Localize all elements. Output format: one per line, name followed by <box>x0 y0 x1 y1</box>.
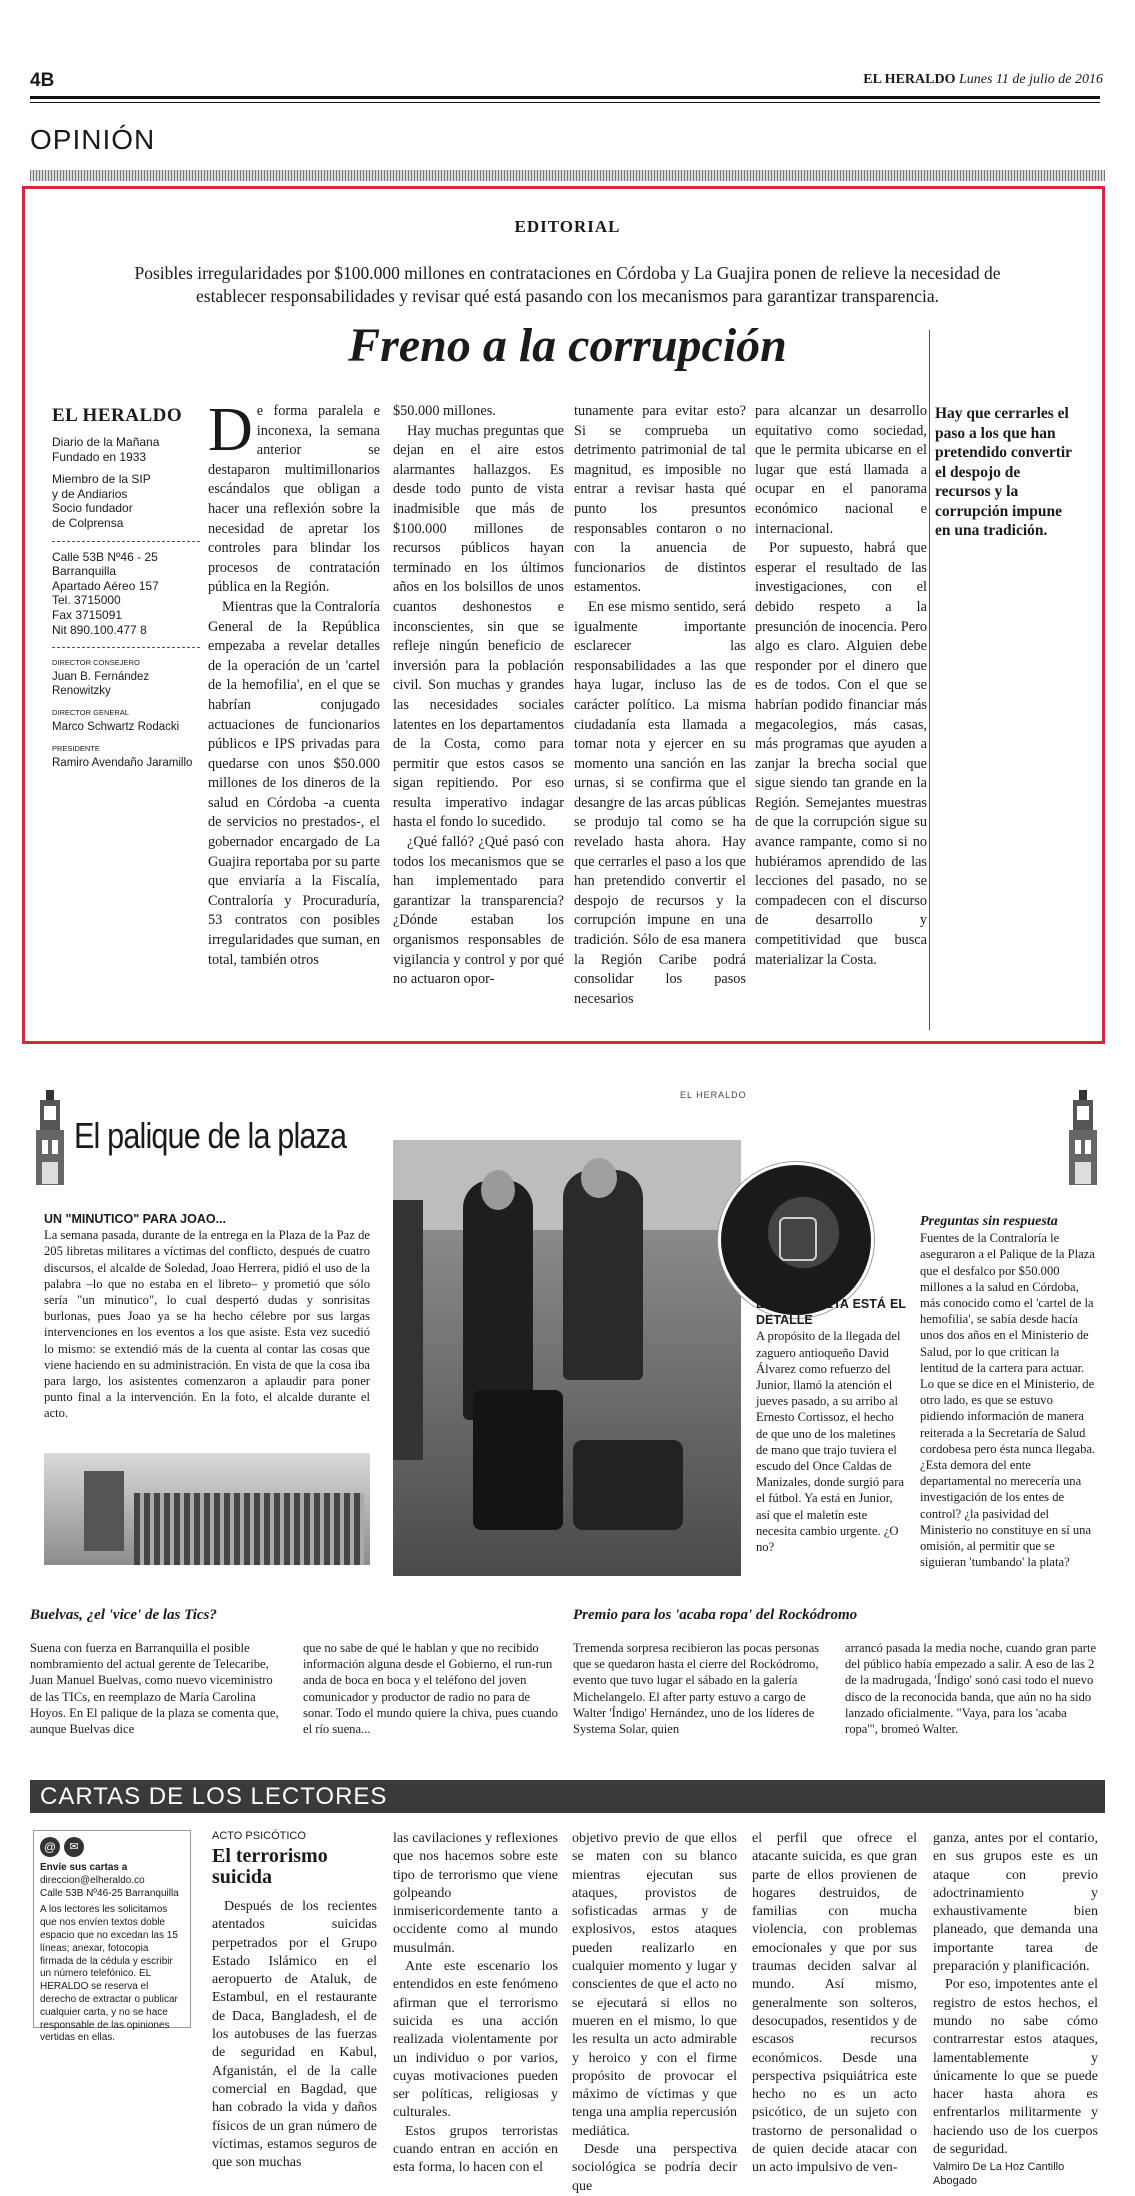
editorial-paragraph: tunamente para evitar esto? Si se comprueba un detrimento patrimonial de tal magnitud, es imposible no entrar a revisar hasta qué punto los presuntos responsables contaron o no con la anuencia de funcionarios de distintos estamentos. <box>574 403 746 596</box>
masthead-box <box>52 405 200 770</box>
info-email[interactable]: direccion@elheraldo.co <box>40 1874 145 1886</box>
editorial-paragraph: En ese mismo sentido, será igualmente importante esclarecer las responsabilidades a las que haya lugar, incluso las de carácter político. La misma ciudadanía esta llamada a tomar nota y ejercer en su momento una sanción en las urnas, si se confirma que el desangre de las arcas públicas se produjo tal como se ha revelado hasta ahora. Hay que cerrarles el paso a los que han pretendido convertir el despojo de recursos y la corrupción impune en una tradición. Sólo de esa manera la Región Caribe podrá consolidar los pasos necesarios <box>574 598 746 1007</box>
address-line: Calle 53B Nº46 - 25 <box>52 549 158 564</box>
staff-name: Marco Schwartz Rodacki <box>52 721 180 734</box>
drop-cap: D <box>208 396 253 464</box>
editorial-kicker: EDITORIAL <box>514 217 621 236</box>
premio-col-1: Tremenda sorpresa recibieron las pocas personas que se quedaron hasta el cierre del Rockódromo, evento que tuvo lugar el sábado en la galería Michelangelo. El after party estuvo a cargo de Walter 'Índigo' Hernández, uno de los líderes de Systema Solar, quien <box>573 1641 820 1737</box>
address-line: Barranquilla <box>52 564 117 579</box>
cathedral-icon <box>1063 1090 1103 1185</box>
cathedral-icon <box>30 1090 70 1185</box>
header-date: Lunes 11 de julio de 2016 <box>958 72 1103 87</box>
preguntas-body: Fuentes de la Contraloría le aseguraron a el Palique de la Plaza que el desfalco por $50.000 millones a la salud en Córdoba, más conocido como el 'cartel de la hemofilia', se sabía desde hacía unos dos años en el Ministerio de Salud, por lo que critican la lentitud de la cartera para actuar. Lo que se dice en el Ministerio, de otro lado, es que se estuvo pidiendo información de manera reiterada a la Secretaría de Salud cordobesa pero ésta nunca llegaba. ¿Esta demora del ente departamental no merecería una investigación de los entes de control? ¿la pasividad del Ministerio no constituye en sí una omisión, al permitir que se siguieran 'tumbando' la plata? <box>920 1231 1096 1570</box>
letter-column-4 <box>752 1830 917 2178</box>
masthead-line: de Colprensa <box>52 515 124 530</box>
letter-column-3 <box>572 1830 737 2196</box>
editorial-headline: Freno a la corrupción <box>348 319 787 372</box>
maleta-block <box>756 1296 906 1555</box>
masthead-name: EL HERALDO <box>52 405 183 426</box>
masthead-address <box>52 550 200 638</box>
letter-paragraph: Estos grupos terroristas cuando entran en acción en esta forma, lo hacen con el <box>393 2123 558 2176</box>
buelvas-head: Buelvas, ¿el 'vice' de las Tics? <box>30 1607 217 1623</box>
preguntas-head: Preguntas sin respuesta <box>920 1214 1058 1229</box>
staff-role: PRESIDENTE <box>52 744 100 754</box>
minutico-block <box>44 1211 370 1422</box>
bag-inset-photo <box>718 1162 874 1318</box>
staff-name: Ramiro Avendaño Jaramillo <box>52 757 193 770</box>
address-line: Nit 890.100.477 8 <box>52 622 147 637</box>
editorial-column-4 <box>755 402 927 970</box>
email-icon: @ <box>40 1837 60 1857</box>
section-title: OPINIÓN <box>30 124 156 155</box>
cartas-info-box <box>33 1830 191 2044</box>
header-rule-thin <box>30 102 1100 103</box>
letter-paragraph: ganza, antes por el contario, en sus grupos este es un ataque con previo adoctrinamiento y exhaustivamente bien planeado, que demanda una importante tarea de preparación y planificación. <box>933 1831 1098 1975</box>
staff-role: DIRECTOR GENERAL <box>52 708 129 718</box>
minutico-body: La semana pasada, durante de la entrega en la Plaza de la Paz de 205 libretas militares a víctimas del conflicto, después de cuatro discursos, el alcalde de Soledad, Joao Herrera, pidió el uso de la palabra –lo que no estaba en el libreto– y prometió que sólo sería "un minutico", lo cual despertó dudas y sonrisitas burlonas, pues Joao ya se ha hecho célebre por sus largas intervenciones en los eventos a los que asiste. Esta vez sucedió lo mismo: se extendió más de la cuenta al contar las cosas que viene haciendo en su administración. En vista de que la cosa iba para largo, los asistentes comenzaron a aplaudir para poner punto final a la intervención. En la foto, el alcalde durante el acto. <box>44 1228 370 1421</box>
address-line: Fax 3715091 <box>52 607 123 622</box>
letter-paragraph: el perfil que ofrece el atacante suicida, es que gran parte de ellos provienen de hogares destruidos, de familias con mucha violencia, con problemas emocionales y que por sus traumas deciden salvar al mundo. Así mismo, generalmente son solteros, desocupados, resentidos y de escasos recursos económicos. Desde una perspectiva psiquiátrica este hecho no es un acto psicótico, de un sujeto con trastorno de personalidad o de quien decide atacar con un acto impulsivo de ven- <box>752 1831 917 2176</box>
editorial-paragraph: para alcanzar un desarrollo equitativo como sociedad, que le permita ubicarse en el lugar que está llamada a ocupar en el panorama económico nacional e internacional. <box>755 403 927 537</box>
premio-head: Premio para los 'acaba ropa' del Rockódromo <box>573 1607 858 1623</box>
masthead-line: Miembro de la SIP <box>52 472 151 487</box>
mail-icon: ✉ <box>64 1837 84 1857</box>
letter-column-5 <box>933 1830 1098 2188</box>
address-line: Apartado Aéreo 157 <box>52 578 159 593</box>
address-line: Tel. 3715000 <box>52 593 121 608</box>
letter-paragraph: las cavilaciones y reflexiones que nos hacemos sobre este tipo de terrorismo que viene golpeando inmisericordemente tanto a occidente como al mundo musulmán. <box>393 1831 558 1956</box>
editorial-column-1 <box>208 396 380 970</box>
letter-column-2 <box>393 1830 558 2178</box>
masthead-line: y de Andiarios <box>52 486 128 501</box>
editorial-paragraph: Por supuesto, habrá que esperar el resultado de las investigaciones, con el debido respeto a la presunción de inocencia. Pero algo es claro. Alguien debe responder por el dinero que es de todos. Con el que se habrían podido financiar más megacolegios, más casas, más programas que ayuden a zanjar la brecha social que sigue siendo tan grande en la Región. Semejantes muestras de que la corrupción sigue su avance rampante, como si no hubiéramos aprendido de las lecciones del pasado, no se compadecen con el discurso de desarrollo y competitividad que busca materializar la Costa. <box>755 540 927 968</box>
section-hatch <box>30 170 1105 181</box>
masthead-staff <box>52 656 200 770</box>
staff-role: DIRECTOR CONSEJERO <box>52 658 140 668</box>
palique-credit: EL HERALDO <box>680 1090 747 1100</box>
letter-column-1 <box>212 1898 377 2172</box>
info-address: Calle 53B Nº46-25 Barranquilla <box>40 1887 179 1899</box>
letter-paragraph: Desde una perspectiva sociológica se podría decir que <box>572 2142 737 2194</box>
editorial-paragraph: ¿Qué falló? ¿Qué pasó con todos los mecanismos que se han implementado para garantizar la transparencia? ¿Dónde estaban los organismos responsables de vigilancia y control y por qué no actuaron opor- <box>393 834 564 988</box>
masthead-founded <box>52 435 200 531</box>
preguntas-block <box>920 1214 1100 1570</box>
editorial-paragraph: Hay muchas preguntas que dejan en el aire estos alarmantes hallazgos. Es desde todo punto de vista inadmisible que más de $100.000 millones de recursos públicos hayan terminado en los últimos años en los bolsillos de unos cuantos deshonestos e inconscientes, sin que se refleje ningún beneficio de inversión para la población civil. Son muchas y grandes las necesidades sociales latentes en los departamentos de la Costa, como para permitir que estos casos se sigan repitiendo. Por eso resulta imperativo indagar hasta el fondo lo sucedido. <box>393 422 564 831</box>
masthead-line: Diario de la Mañana <box>52 435 160 449</box>
palique-main-photo <box>393 1140 741 1576</box>
letter-author: Valmiro De La Hoz Cantillo <box>933 2161 1065 2174</box>
editorial-deck: Posibles irregularidades por $100.000 millones en contrataciones en Córdoba y La Guajira ponen de relieve la necesidad de establecer responsabilidades y revisar qué está pasando con los mecanismos para garantizar transparencia. <box>134 263 1001 306</box>
header-rule <box>30 96 1100 99</box>
editorial-paragraph: $50.000 millones. <box>393 403 496 419</box>
masthead-line: Fundado en 1933 <box>52 449 147 464</box>
letter-paragraph: Ante este escenario los entendidos en este fenómeno afirman que el terrorismo suicida es una acción realizada violentamente por un individuo o por varios, cuyas motivaciones pueden ser políticas, religiosas y culturales. <box>393 1959 558 2121</box>
editorial-column-3 <box>574 402 746 1009</box>
editorial-paragraph: Mientras que la Contraloría General de la República empezaba a revelar detalles de la operación de un 'cartel de la hemofilia', en el que se habrían conjugado actuaciones de funcionarios públicos e IPS privadas para quedarse con unos $50.000 millones de los dineros de la salud en Córdoba -a cuenta de servicios no prestados-, el gobernador encargado de La Guajira reportaba por su parte que enviaría a la Fiscalía, Contraloría y Procuraduría, 53 contratos con posibles irregularidades que suman, en total, también otros <box>208 598 380 968</box>
cartas-banner-title: CARTAS DE LOS LECTORES <box>40 1783 388 1810</box>
info-body: A los lectores les solicitamos que nos envíen textos doble espacio que no excedan las 15 líneas; anexar, fotocopia firmada de la cédula y escribir un número telefónico. EL HERALDO se reserva el derecho de extractar o publicar cualquier carta, y no se hace responsable de las opiniones vertidas en ellas. <box>40 1904 178 2044</box>
palique-event-photo <box>44 1453 370 1565</box>
masthead-line: Socio fundador <box>52 501 133 516</box>
premio-col-2: arrancó pasada la media noche, cuando gran parte del público había empezado a salir. A eso de las 2 de la madrugada, 'Índigo' sonó casi todo el nuevo disco de la reconocida banda, que aún no ha sido lanzado oficialmente. "Vaya, para los 'acaba ropa'", bromeó Walter. <box>845 1641 1097 1737</box>
letter-paragraph: Por eso, impotentes ante el registro de estos hechos, el mundo no sabe cómo contrarrestar estos ataques, lamentablemente y únicamente lo que se puede hacer hasta ahora es enfrentarlos militarmente y haciendo uso de los cuerpos de seguridad. <box>933 1977 1098 2158</box>
page-number: 4B <box>30 70 55 91</box>
cartas-banner <box>30 1780 1105 1813</box>
editorial-paragraph: e forma paralela e inconexa, la semana anterior se destaparon multimillonarios escándalos que obligan a hacer una reflexión sobre la necesidad de apretar los controles para blindar los procesos de contratación pública en la Región. <box>208 403 380 596</box>
letter-headline: El terrorismo suicida <box>212 1845 328 1888</box>
letter-paragraph: objetivo previo de que ellos se maten con su blanco mientras ejecutan sus ataques, provistos de sofisticadas armas y de explosivos, estos ataques pueden realizarlo en cualquier momento y lugar y conscientes de que el acto no se ejecutará si ellos no mueren en el mismo, lo que les resulta un acto admirable y heroico y con el firme propósito de provocar el máximo de víctimas y que tenga una amplia repercusión mediática. <box>572 1831 737 2139</box>
minutico-head: UN "MINUTICO" PARA JOAO... <box>44 1212 226 1226</box>
staff-name: Juan B. Fernández Renowitzky <box>52 671 150 698</box>
buelvas-col-2: que no sabe de qué le hablan y que no recibido información alguna desde el Gobierno, el run-run anda de boca en boca y el teléfono del joven comunicador y productor de radio no para de sonar. Todo el mundo quiere la chiva, pues cuando el río suena... <box>303 1641 558 1737</box>
letter-author-role: Abogado <box>933 2175 978 2188</box>
header-paper-name: EL HERALDO <box>863 72 956 87</box>
pull-quote-divider <box>929 330 930 1030</box>
info-head: Envíe sus cartas a <box>40 1862 128 1873</box>
editorial-column-2 <box>393 402 564 990</box>
buelvas-col-1: Suena con fuerza en Barranquilla el posible nombramiento del actual gerente de Telecaribe, Juan Manuel Buelvas, como nuevo viceministro de las TICs, en reemplazo de María Carolina Hoyos. En El palique de la plaza se comenta que, aunque Buelvas dice <box>30 1641 279 1737</box>
maleta-body: A propósito de la llegada del zaguero antioqueño David Álvarez como refuerzo del Junior, llamó la atención el jueves pasado, a su arribo al Ernesto Cortissoz, el hecho de que uno de los maletines de mano que trajo tuviera el escudo del Once Caldas de Manizales, donde surgió para el fútbol. Ya está en Junior, así que el maletín este necesita cambio urgente. ¿O no? <box>756 1329 905 1555</box>
header-paper-date <box>863 72 1103 88</box>
letter-kicker: ACTO PSICÓTICO <box>212 1830 306 1842</box>
pull-quote: Hay que cerrarles el paso a los que han pretendido convertir el despojo de recursos y la corrupción impune en una tradición. <box>935 405 1072 539</box>
palique-title: El palique de la plaza <box>74 1115 347 1156</box>
letter-paragraph: Después de los recientes atentados suicidas perpetrados por el Grupo Estado Islámico en el aeropuerto de Ataluk, de Estambul, en el restaurante de Daca, Bangladesh, el de los autobuses de las fuerzas de seguridad en Kabul, Afganistán, el de la calle comercial en Bagdad, que han cobrado la vida y daños físicos de un gran número de víctimas, estamos seguros de que son muchas <box>212 1899 377 2171</box>
maleta-head: EN LA MALETA ESTÁ EL DETALLE <box>756 1297 906 1328</box>
